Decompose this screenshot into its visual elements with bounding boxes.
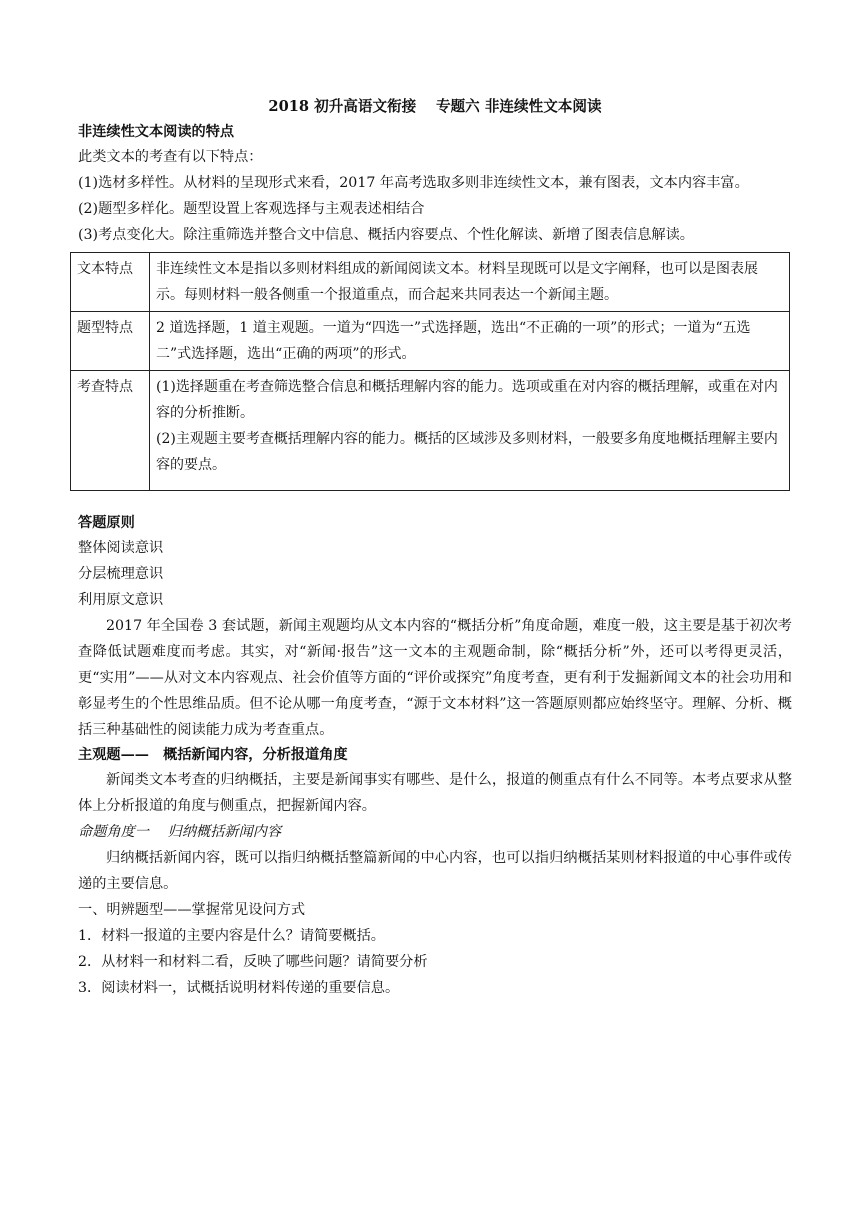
feature-point: (1)选材多样性。从材料的呈现形式来看，2017 年高考选取多则非连续性文本，兼有图表，文本内容丰富。 [78, 175, 749, 191]
table-row [71, 312, 790, 371]
document-title: 2018 初升高语文衔接 专题六 非连续性文本阅读 [268, 98, 602, 115]
angle-paragraph: 归纳概括新闻内容，既可以指归纳概括整篇新闻的中心内容，也可以指归纳概括某则材料报道的中心事件或传递的主要信息。 [78, 850, 792, 892]
table-row [71, 371, 790, 491]
table-cell-content [150, 312, 790, 371]
table-cell-text: (1)选择题重在考查筛选整合信息和概括理解内容的能力。选项或重在对内容的概括理解，或重在对内容的分析推断。 [156, 379, 778, 421]
table-cell-content [150, 371, 790, 491]
table-cell-text: 2 道选择题，1 道主观题。一道为“四选一”式选择题，选出“不正确的一项”的形式；一道为“五选二”式选择题，选出“正确的两项”的形式。 [156, 320, 751, 362]
features-table [70, 252, 790, 491]
document-page [78, 96, 792, 1001]
table-cell-text: (2)主观题主要考查概括理解内容的能力。概括的区域涉及多则材料，一般要多角度地概括理解主要内容的要点。 [156, 431, 778, 473]
principle-item: 整体阅读意识 [78, 540, 164, 556]
table-cell-text: 非连续性文本是指以多则材料组成的新闻阅读文本。材料呈现既可以是文字阐释，也可以是图表展示。每则材料一般各侧重一个报道重点，而合起来共同表达一个新闻主题。 [156, 261, 758, 303]
table-cell-content [150, 253, 790, 312]
principle-item: 利用原文意识 [78, 592, 164, 608]
table-cell-label: 题型特点 [71, 312, 150, 371]
subjective-paragraph: 新闻类文本考查的归纳概括，主要是新闻事实有哪些、是什么，报道的侧重点有什么不同等。本考点要求从整体上分析报道的角度与侧重点，把握新闻内容。 [78, 772, 792, 814]
table-cell-label: 文本特点 [71, 253, 150, 312]
section-heading-subjective: 主观题—— 概括新闻内容，分析报道角度 [78, 747, 348, 763]
principle-item: 分层梳理意识 [78, 566, 164, 582]
features-intro: 此类文本的考查有以下特点： [78, 149, 263, 165]
feature-point: (3)考点变化大。除注重筛选并整合文中信息、概括内容要点、个性化解读、新增了图表信息解读。 [78, 227, 694, 243]
question-item: 1．材料一报道的主要内容是什么？请简要概括。 [78, 928, 385, 944]
principles-paragraph: 2017 年全国卷 3 套试题，新闻主观题均从文本内容的“概括分析”角度命题，难度一般，这主要是基于初次考查降低试题难度而考虑。其实，对“新闻·报告”这一文本的主观题命制，除“概括分析”外，还可以考得更灵活，更“实用”——从对文本内容观点、社会价值等方面的“评价或探究”角度考查，更有利于发掘新闻文本的社会功用和彰显考生的个性思维品质。但不论从哪一角度考查，“源于文本材料”这一答题原则都应始终坚守。理解、分析、概括三种基础性的阅读能力成为考查重点。 [78, 618, 792, 738]
list-title: 一、明辨题型——掌握常见设问方式 [78, 902, 306, 918]
spacer [78, 491, 792, 511]
question-item: 3．阅读材料一，试概括说明材料传递的重要信息。 [78, 980, 400, 996]
section-heading-principles: 答题原则 [78, 515, 135, 531]
table-cell-label: 考查特点 [71, 371, 150, 491]
question-item: 2．从材料一和材料二看，反映了哪些问题？请简要分析 [78, 954, 428, 970]
feature-point: (2)题型多样化。题型设置上客观选择与主观表述相结合 [78, 201, 425, 217]
section-heading-features: 非连续性文本阅读的特点 [78, 124, 235, 140]
sub-heading-angle: 命题角度一 归纳概括新闻内容 [78, 824, 282, 840]
table-row [71, 253, 790, 312]
